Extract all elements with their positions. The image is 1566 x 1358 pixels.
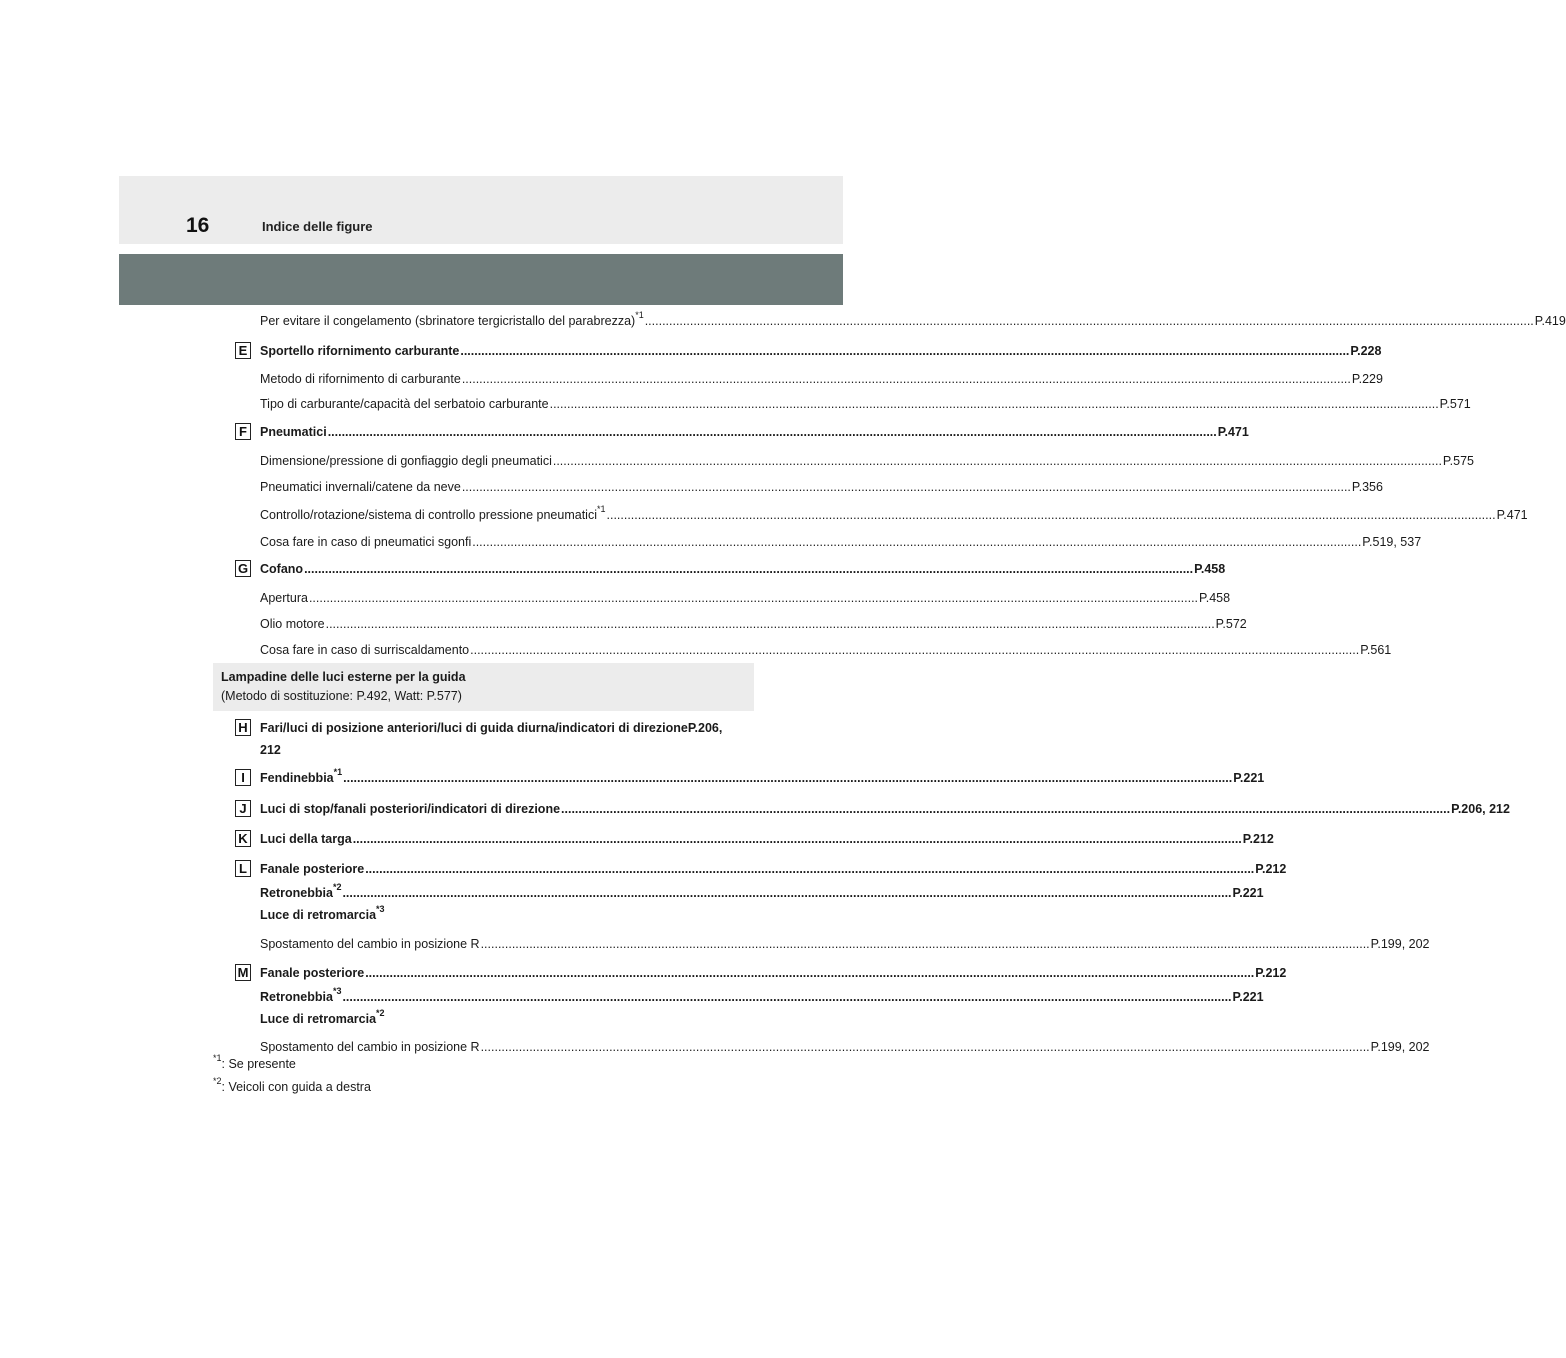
index-entry[interactable] <box>260 881 1264 901</box>
index-entry[interactable] <box>260 339 1382 359</box>
footnote-mark: *1 <box>213 1052 222 1063</box>
leader-dots: ................................................................................................................................................................................................................................................................ <box>460 344 1350 358</box>
leader-dots: ................................................................................................................................................................................................................................................................ <box>470 643 1360 657</box>
index-entry[interactable] <box>260 392 1471 412</box>
page-reference[interactable]: P.212 <box>1242 832 1274 846</box>
callout-letter: F <box>235 423 251 440</box>
entry-text: Cofano <box>260 562 304 576</box>
index-entry[interactable] <box>260 449 1474 469</box>
page-reference[interactable]: P.206, 212 <box>1451 802 1510 816</box>
page-reference[interactable]: P.458 <box>1199 591 1231 605</box>
leader-dots: ................................................................................................................................................................................................................................................................ <box>343 771 1233 785</box>
index-entry[interactable] <box>260 797 1510 817</box>
entry-text-continued: 212 <box>260 743 281 757</box>
leader-dots: ................................................................................................................................................................................................................................................................ <box>352 832 1242 846</box>
entry-text: Luci di stop/fanali posteriori/indicatori di direzione <box>260 802 561 816</box>
callout-letter: K <box>235 830 251 847</box>
page-reference[interactable]: P.228 <box>1350 344 1382 358</box>
entry-text: Sportello rifornimento carburante <box>260 344 460 358</box>
leader-dots: ................................................................................................................................................................................................................................................................ <box>365 862 1255 876</box>
page-reference[interactable]: P.199, 202 <box>1370 1040 1430 1054</box>
index-heading <box>260 903 385 922</box>
entry-text: Controllo/rotazione/sistema di controllo pressione pneumatici$^{*1}$ <box>260 503 606 522</box>
page-reference[interactable]: P.471 <box>1496 508 1528 522</box>
page-reference[interactable]: P.199, 202 <box>1370 937 1430 951</box>
entry-text: Tipo di carburante/capacità del serbatoio carburante <box>260 397 549 411</box>
index-entry[interactable] <box>260 961 1287 981</box>
callout-letter: J <box>235 800 251 817</box>
entry-text: Luci della targa <box>260 832 352 846</box>
entry-text: Spostamento del cambio in posizione R <box>260 937 480 951</box>
page-reference[interactable]: P.221 <box>1233 771 1265 785</box>
callout-letter: H <box>235 719 251 736</box>
index-entry[interactable] <box>260 420 1249 440</box>
index-entry[interactable] <box>260 475 1383 495</box>
leader-dots: ................................................................................................................................................................................................................................................................ <box>304 562 1194 576</box>
footnote-ref: *3 <box>376 903 385 914</box>
page-reference[interactable]: P.575 <box>1442 454 1474 468</box>
info-box-subtitle: (Metodo di sostituzione: P.492, Watt: P.577) <box>221 689 462 703</box>
leader-dots: ................................................................................................................................................................................................................................................................ <box>325 617 1215 631</box>
footnote-item <box>213 1075 371 1094</box>
leader-dots: ................................................................................................................................................................................................................................................................ <box>472 535 1362 549</box>
leader-dots: ................................................................................................................................................................................................................................................................ <box>461 480 1351 494</box>
footnote-ref: *3 <box>332 985 342 996</box>
page-reference[interactable]: P.229 <box>1351 372 1383 386</box>
leader-dots: ................................................................................................................................................................................................................................................................ <box>327 425 1217 439</box>
leader-dots: ................................................................................................................................................................................................................................................................ <box>561 802 1451 816</box>
entry-text: Fanale posteriore <box>260 862 365 876</box>
index-entry[interactable] <box>260 857 1287 877</box>
page-number: 16 <box>186 214 210 237</box>
entry-text: Metodo di rifornimento di carburante <box>260 372 461 386</box>
entry-text: Dimensione/pressione di gonfiaggio degli pneumatici <box>260 454 552 468</box>
index-entry[interactable] <box>260 367 1383 387</box>
footnote-text: : Veicoli con guida a destra <box>221 1080 371 1094</box>
entry-text: Retronebbia$^{*3}$ <box>260 985 342 1004</box>
callout-letter: G <box>235 560 251 577</box>
index-entry[interactable] <box>260 638 1392 658</box>
page-reference[interactable]: P.572 <box>1215 617 1247 631</box>
page-reference[interactable]: P.221 <box>1232 886 1264 900</box>
index-entry[interactable] <box>260 309 1566 329</box>
footnote-ref: *2 <box>376 1007 385 1018</box>
index-entry[interactable] <box>260 1035 1430 1055</box>
page-reference[interactable]: P.212 <box>1255 862 1287 876</box>
leader-dots: ................................................................................................................................................................................................................................................................ <box>644 314 1534 328</box>
page-reference[interactable]: P.519, 537 <box>1362 535 1422 549</box>
leader-dots: ................................................................................................................................................................................................................................................................ <box>342 990 1232 1004</box>
entry-text: Luce di retromarcia <box>260 1012 377 1026</box>
entry-text: Luce di retromarcia <box>260 908 377 922</box>
leader-dots: ................................................................................................................................................................................................................................................................ <box>552 454 1442 468</box>
page-reference[interactable]: P.419 <box>1534 314 1566 328</box>
callout-letter: I <box>235 769 251 786</box>
index-entry[interactable] <box>260 503 1528 523</box>
page-reference[interactable]: P.221 <box>1232 990 1264 1004</box>
section-banner <box>119 254 843 305</box>
info-box <box>213 663 754 711</box>
index-entry[interactable] <box>260 985 1264 1005</box>
footnote-mark: *2 <box>213 1075 222 1086</box>
leader-dots: ................................................................................................................................................................................................................................................................ <box>308 591 1199 605</box>
page-reference[interactable]: P.571 <box>1439 397 1471 411</box>
callout-letter: L <box>235 860 251 877</box>
index-entry[interactable] <box>260 612 1247 632</box>
index-entry[interactable] <box>260 717 740 761</box>
index-entry[interactable] <box>260 586 1231 606</box>
callout-letter: M <box>235 964 251 981</box>
leader-dots: ................................................................................................................................................................................................................................................................ <box>606 508 1496 522</box>
entry-text: Spostamento del cambio in posizione R <box>260 1040 480 1054</box>
entry-text: Olio motore <box>260 617 325 631</box>
footnote-ref: *2 <box>332 881 342 892</box>
leader-dots: ................................................................................................................................................................................................................................................................ <box>480 1040 1370 1054</box>
entry-text: Cosa fare in caso di surriscaldamento <box>260 643 470 657</box>
index-entry[interactable] <box>260 827 1274 847</box>
entry-text: Retronebbia$^{*2}$ <box>260 881 342 900</box>
index-heading <box>260 1007 385 1026</box>
page-reference[interactable]: P.212 <box>1255 966 1287 980</box>
entry-text: Apertura <box>260 591 308 605</box>
info-box-title: Lampadine delle luci esterne per la guida <box>221 670 466 684</box>
entry-text: Cosa fare in caso di pneumatici sgonfi <box>260 535 472 549</box>
index-entry[interactable] <box>260 766 1265 786</box>
leader-dots: ................................................................................................................................................................................................................................................................ <box>480 937 1370 951</box>
entry-text: Fendinebbia$^{*1}$ <box>260 766 343 785</box>
index-entry[interactable] <box>260 932 1430 952</box>
footnote-ref: *1 <box>333 766 343 777</box>
page-reference[interactable]: P.471 <box>1217 425 1249 439</box>
callout-letter: E <box>235 342 251 359</box>
footnote-text: : Se presente <box>221 1057 296 1071</box>
index-entry[interactable] <box>260 557 1226 577</box>
entry-text: Pneumatici <box>260 425 327 439</box>
leader-dots: ................................................................................................................................................................................................................................................................ <box>549 397 1439 411</box>
page-reference[interactable]: P.561 <box>1360 643 1392 657</box>
entry-text: Fari/luci di posizione anteriori/luci di guida diurna/indicatori di direzioneP.206, <box>260 721 723 735</box>
entry-text: Fanale posteriore <box>260 966 365 980</box>
footnote-ref: *1 <box>635 309 644 320</box>
section-title: Indice delle figure <box>262 219 373 234</box>
footnote-ref: *1 <box>596 503 606 514</box>
entry-text: Per evitare il congelamento (sbrinatore tergicristallo del parabrezza)$^{*1}$ <box>260 309 644 328</box>
leader-dots: ................................................................................................................................................................................................................................................................ <box>342 886 1232 900</box>
entry-text: Pneumatici invernali/catene da neve <box>260 480 461 494</box>
leader-dots: ................................................................................................................................................................................................................................................................ <box>365 966 1255 980</box>
index-entry[interactable] <box>260 530 1422 550</box>
footnote-item <box>213 1052 296 1071</box>
leader-dots: ................................................................................................................................................................................................................................................................ <box>461 372 1351 386</box>
header-band <box>119 176 843 244</box>
page-reference[interactable]: P.356 <box>1351 480 1383 494</box>
page-reference[interactable]: P.458 <box>1194 562 1226 576</box>
